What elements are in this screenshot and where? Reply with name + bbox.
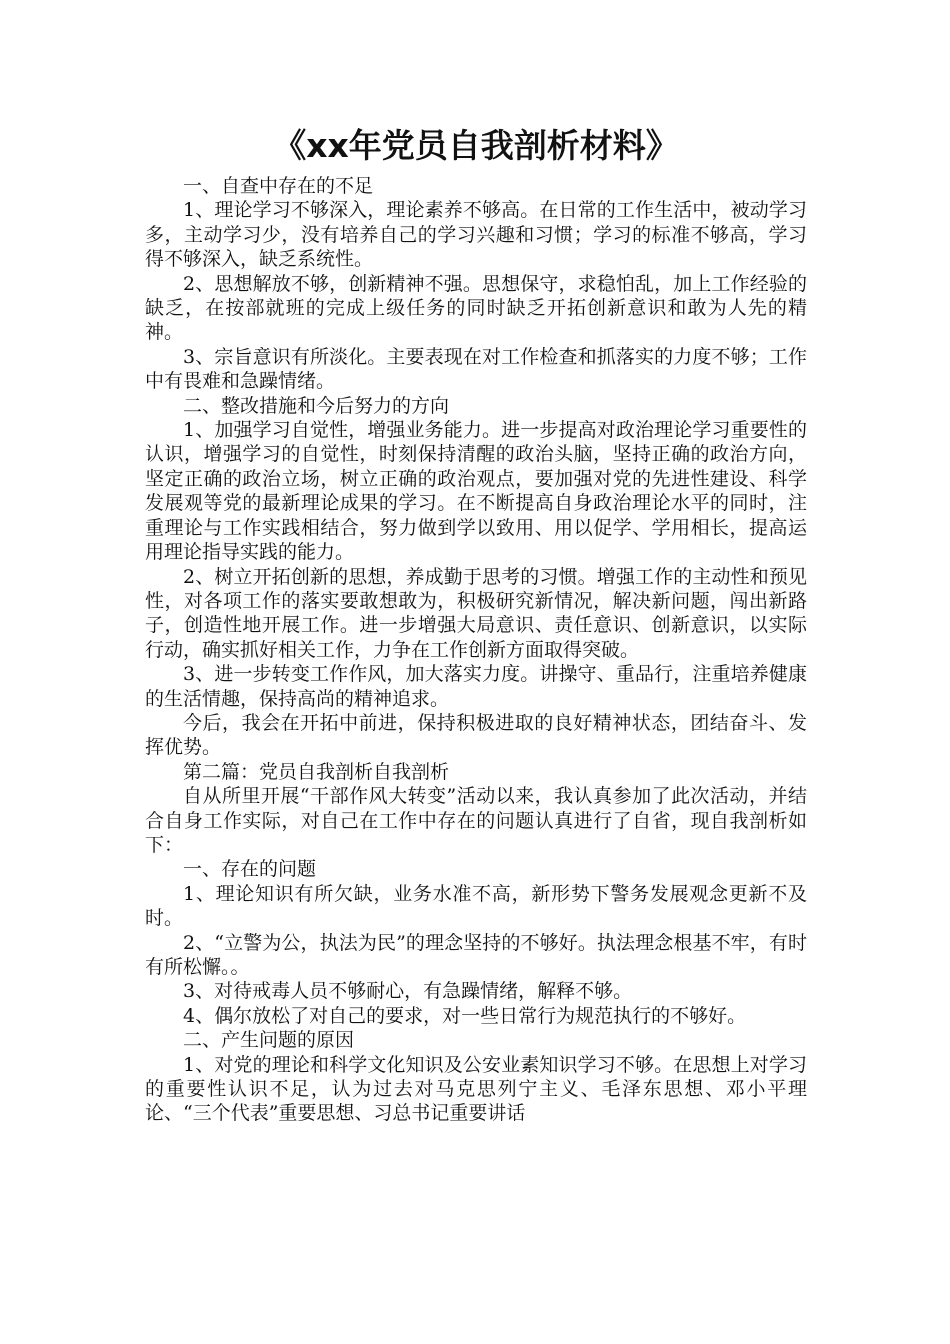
paragraph: 1、加强学习自觉性，增强业务能力。进一步提高对政治理论学习重要性的认识，增强学习的自觉性，时刻保持清醒的政治头脑，坚持正确的政治方向，坚定正确的政治立场，树立正确的政治观点，要加强对党的先进性建设、科学发展观等党的最新理论成果的学习。在不断提高自身政治理论水平的同时，注重理论与工作实践相结合，努力做到学以致用、用以促学、学用相长，提高运用理论指导实践的能力。 xyxy=(145,419,807,564)
paragraph: 3、进一步转变工作作风，加大落实力度。讲操守、重品行，注重培养健康的生活情趣，保持高尚的精神追求。 xyxy=(145,663,807,710)
paragraph-heading-measures: 二、整改措施和今后努力的方向 xyxy=(183,394,450,417)
document-body xyxy=(145,174,807,1126)
paragraph: 1、对党的理论和科学文化知识及公安业素知识学习不够。在思想上对学习的重要性认识不足，认为过去对马克思列宁主义、毛泽东思想、邓小平理论、“三个代表”重要思想、习总书记重要讲话 xyxy=(145,1053,807,1125)
paragraph: 自从所里开展“干部作风大转变”活动以来，我认真参加了此次活动，并结合自身工作实际，对自己在工作中存在的问题认真进行了自省，现自我剖析如下： xyxy=(145,785,807,856)
paragraph: 2、“立警为公，执法为民”的理念坚持的不够好。执法理念根基不牢，有时有所松懈。。 xyxy=(145,931,807,978)
paragraph: 2、思想解放不够，创新精神不强。思想保守，求稳怕乱，加上工作经验的缺乏，在按部就班的完成上级任务的同时缺乏开拓创新意识和敢为人先的精神。 xyxy=(145,272,807,344)
paragraph: 2、树立开拓创新的思想，养成勤于思考的习惯。增强工作的主动性和预见性，对各项工作的落实要敢想敢为，积极研究新情况，解决新问题，闯出新路子，创造性地开展工作。进一步增强大局意识、责任意识、创新意识，以实际行动，确实抓好相关工作，力争在工作创新方面取得突破。 xyxy=(145,565,807,661)
paragraph: 3、宗旨意识有所淡化。主要表现在对工作检查和抓落实的力度不够；工作中有畏难和急躁情绪。 xyxy=(145,345,807,393)
paragraph: 4、偶尔放松了对自己的要求，对一些日常行为规范执行的不够好。 xyxy=(183,1004,747,1027)
paragraph: 1、理论知识有所欠缺，业务水准不高，新形势下警务发展观念更新不及时。 xyxy=(145,882,807,930)
document-page xyxy=(145,120,807,1126)
paragraph-heading-causes: 二、产生问题的原因 xyxy=(183,1029,355,1052)
paragraph-heading-problems: 一、存在的问题 xyxy=(183,858,317,881)
paragraph: 3、对待戒毒人员不够耐心，有急躁情绪，解释不够。 xyxy=(183,980,633,1003)
document-title: 《xx年党员自我剖析材料》 xyxy=(273,126,679,165)
paragraph-heading-part-two: 第二篇：党员自我剖析自我剖析 xyxy=(183,760,450,783)
paragraph-heading-shortcomings: 一、自查中存在的不足 xyxy=(183,175,374,197)
paragraph: 1、理论学习不够深入，理论素养不够高。在日常的工作生活中，被动学习多，主动学习少，没有培养自己的学习兴趣和习惯；学习的标准不够高，学习得不够深入，缺乏系统性。 xyxy=(145,199,807,271)
paragraph: 今后，我会在开拓中前进，保持积极进取的良好精神状态，团结奋斗、发挥优势。 xyxy=(145,711,807,759)
